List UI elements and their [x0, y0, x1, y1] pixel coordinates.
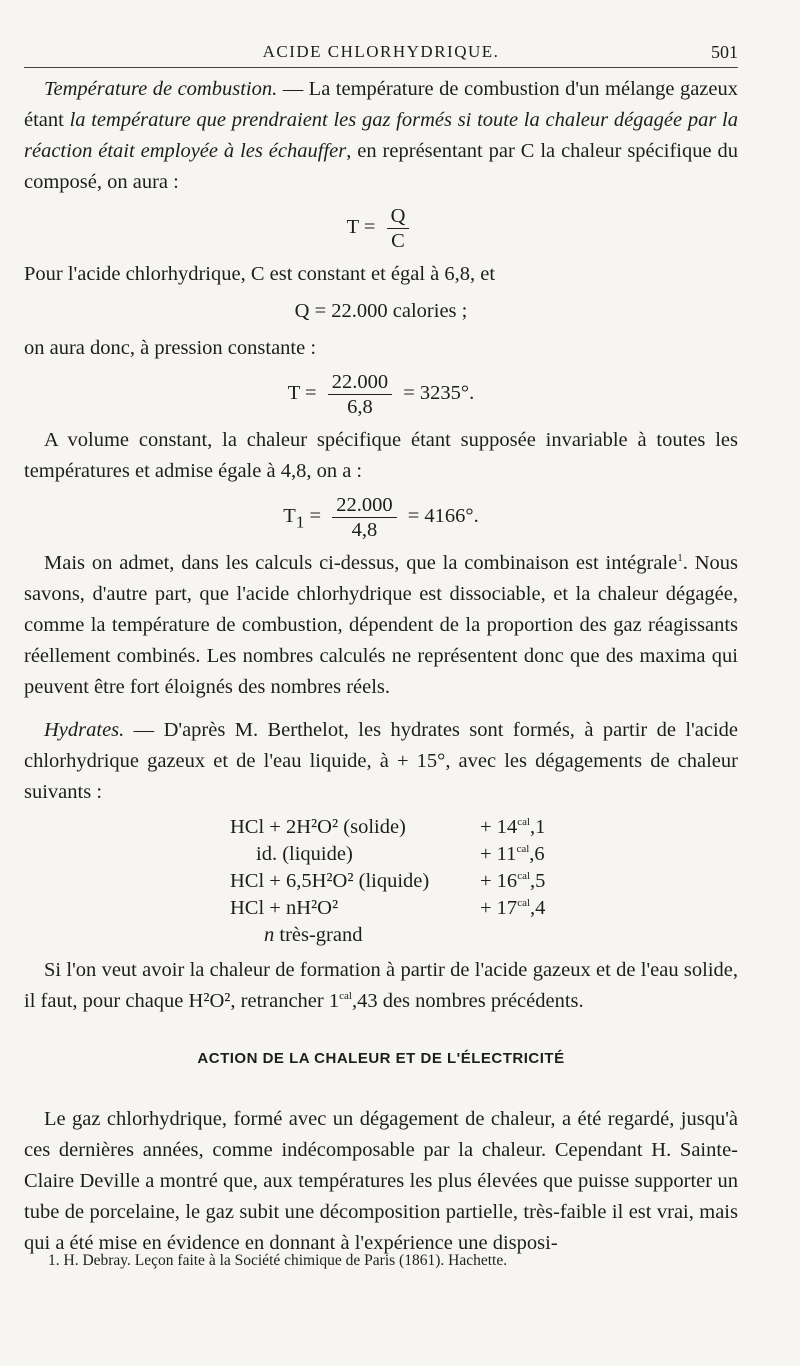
fraction-denominator: C: [391, 230, 405, 252]
solid-water-paragraph: Si l'on veut avoir la chaleur de formation à partir de l'acide gazeux et de l'eau solide, il faut, pour chaque H²O², retrancher $1^{cal},43$ des nombres précédents.: [24, 959, 738, 1012]
combustion-title: Température de combustion.: [44, 78, 278, 100]
running-title: ACIDE CHLORHYDRIQUE.: [262, 42, 500, 61]
fraction: [332, 493, 396, 542]
section-title: ACTION DE LA CHALEUR ET DE L'ÉLECTRICITÉ: [197, 1050, 565, 1067]
equation-subscript: 1: [295, 512, 305, 532]
fraction-denominator: 6,8: [347, 396, 373, 418]
hydrate-formula: id. (liquide): [256, 843, 353, 865]
fraction-numerator: 22.000: [328, 370, 392, 395]
hydrate-row: [230, 814, 738, 841]
footnote: 1. H. Debray. Leçon faite à la Société chimique de Paris (1861). Hachette.: [48, 1252, 508, 1269]
equation-result: = 3235°.: [403, 382, 475, 405]
footnote-ref: 1: [677, 552, 683, 565]
equation-result: = 4166°.: [407, 505, 479, 528]
dissociation-text-2: . Nous savons, d'autre part, que l'acide chlorhydrique est dissociable, et la chaleur dégagée, comme la température de combustion, dépendent de la proportion des gaz réagissants réellement combinés. Les nombres calculés ne représentent donc que des maxima qui peuvent être fort éloignés des nombres réels.: [24, 552, 738, 698]
combustion-text-2: , en représentant par C la chaleur spécifique du composé, on aura :: [24, 140, 738, 193]
hydrate-formula: HCl + 2H²O² (solide): [230, 816, 406, 838]
equation-lhs: T =: [346, 216, 376, 239]
fraction: [328, 370, 392, 419]
equation-t-q-c: [24, 204, 738, 253]
equation-lhs: T: [283, 505, 296, 528]
hydrates-table: [230, 814, 738, 949]
hydrate-heat: + $11^{cal},6$: [480, 843, 545, 865]
hydrate-row: [230, 841, 738, 868]
fraction-numerator: 22.000: [332, 493, 396, 518]
hydrate-row: [230, 868, 738, 895]
page-number: 501: [711, 42, 738, 62]
equation-q-calories: Q = 22.000 calories ;: [294, 300, 468, 322]
combustion-text-1: — La température de combustion d'un mélange gazeux étant: [24, 78, 738, 131]
hydrate-formula: HCl + 6,5H²O² (liquide): [230, 870, 430, 892]
hydrates-title: Hydrates.: [44, 719, 125, 741]
fraction-denominator: 4,8: [351, 519, 378, 541]
hydrate-note-row: [230, 922, 738, 949]
fraction: [387, 204, 410, 253]
hydrate-heat: + $14^{cal},1$: [480, 816, 546, 838]
dissociation-text-1: Mais on admet, dans les calculs ci-dessus, que la combinaison est intégrale: [44, 552, 678, 574]
hydrates-intro: — D'après M. Berthelot, les hydrates sont formés, à partir de l'acide chlorhydrique gazeux et de l'eau liquide, à + 15°, avec les dégagements de chaleur suivants :: [24, 719, 738, 803]
header-rule: [24, 67, 738, 68]
constant-pressure-line: on aura donc, à pression constante :: [24, 337, 317, 359]
hydrate-heat: + $16^{cal},5$: [480, 870, 546, 892]
constant-volume-paragraph: A volume constant, la chaleur spécifique étant supposée invariable à toutes les températures et admise égale à 4,8, on a :: [24, 429, 738, 482]
page-body: [24, 74, 738, 1259]
hydrate-row: [230, 895, 738, 922]
equation-t-constant-pressure: [24, 370, 738, 419]
hydrate-formula: HCl + nH²O²: [230, 897, 339, 919]
equation-lhs: T =: [287, 382, 317, 405]
equation-t1-constant-volume: [24, 493, 738, 542]
dissociation-paragraph: [24, 548, 738, 703]
fraction-numerator: Q: [387, 204, 410, 229]
section-paragraph: Le gaz chlorhydrique, formé avec un dégagement de chaleur, a été regardé, jusqu'à ces dernières années, comme indécomposable par la chaleur. Cependant H. Sainte-Claire Deville a montré que, aux températures les plus élevées que puisse supporter un tube de porcelaine, le gaz subit une décomposition partielle, très-faible il est vrai, mais qui a été mise en évidence en donnant à l'expérience une disposi-: [24, 1108, 738, 1254]
hydrate-heat: + $17^{cal},4$: [480, 897, 546, 919]
page-header: [24, 38, 738, 68]
equation-equals: =: [304, 505, 322, 528]
combustion-definition: la température que prendraient les gaz formés si toute la chaleur dégagée par la réaction était employée à les échauffer: [24, 109, 738, 162]
n-note: n très-grand: [264, 924, 363, 946]
combustion-paragraph: [24, 74, 738, 198]
hydrates-paragraph: [24, 715, 738, 808]
specific-heat-line: Pour l'acide chlorhydrique, C est constant et égal à 6,8, et: [24, 263, 496, 285]
